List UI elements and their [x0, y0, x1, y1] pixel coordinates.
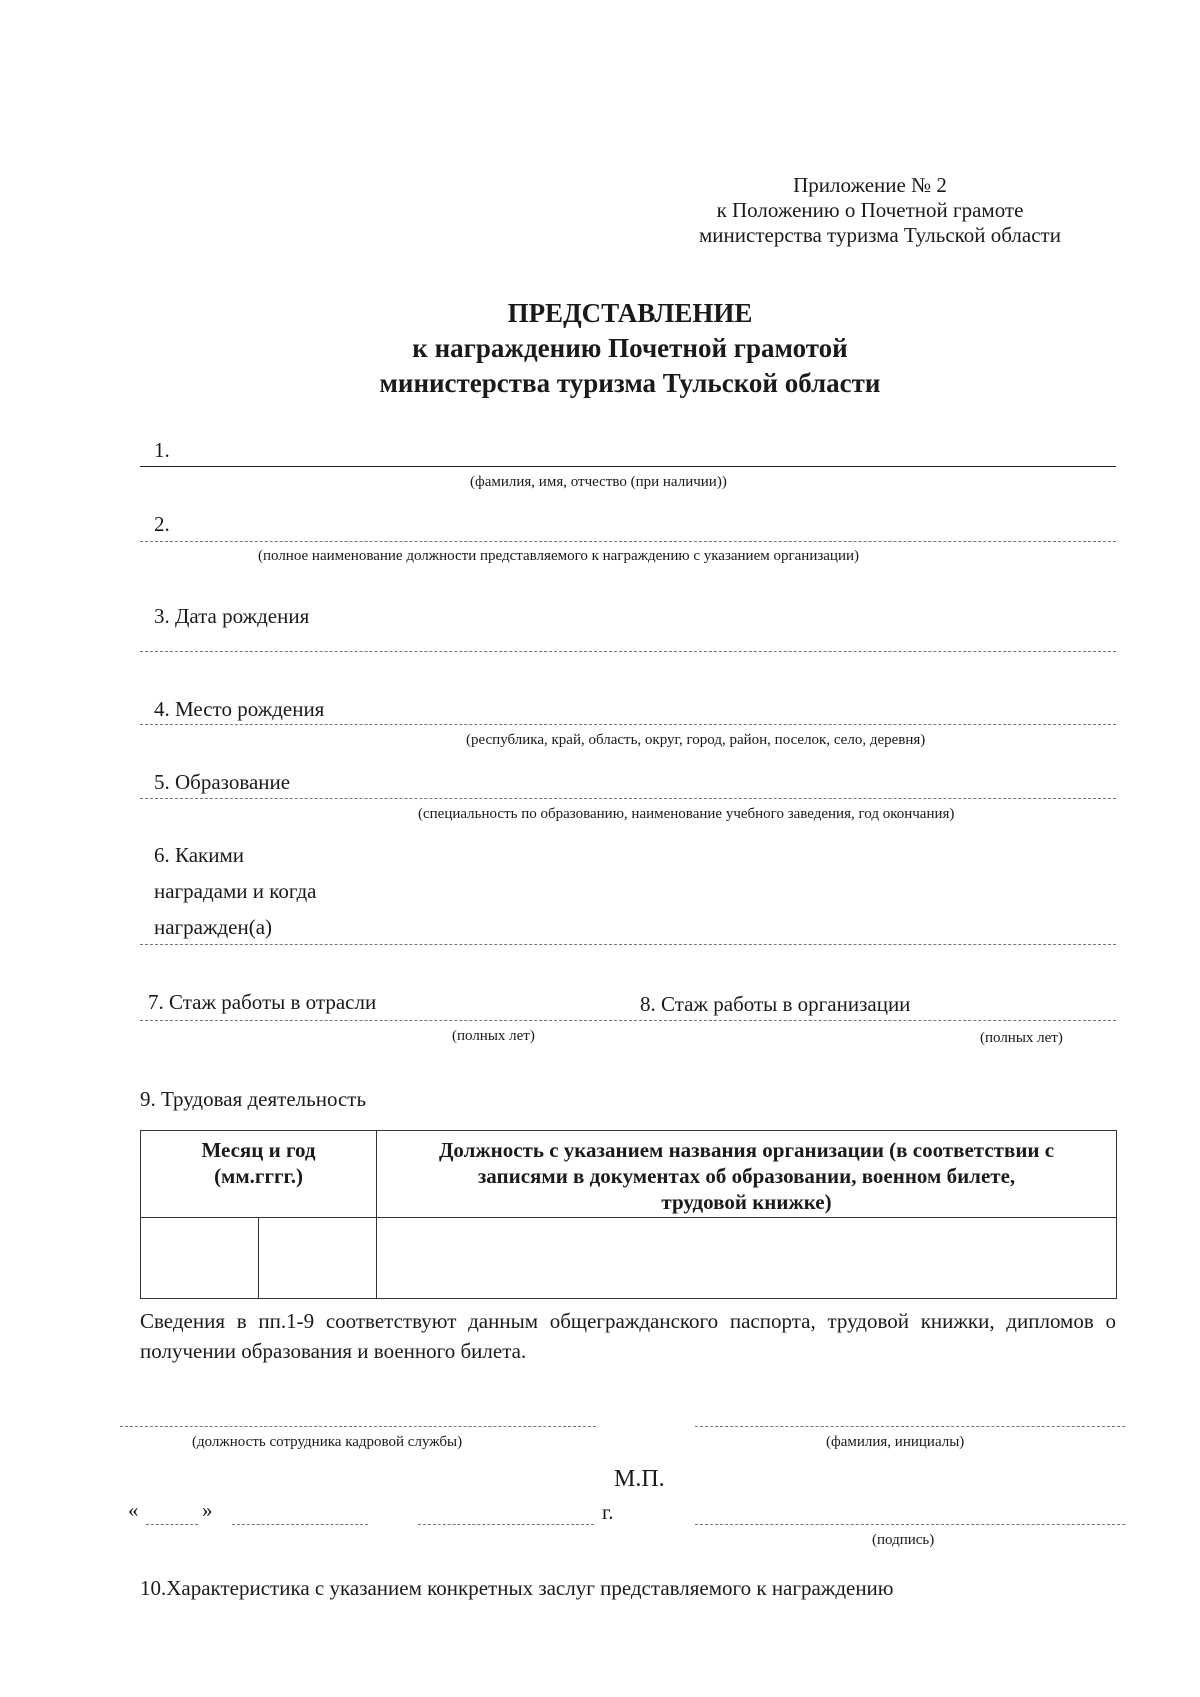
- signature-hint: (подпись): [872, 1532, 935, 1548]
- document-title: ПРЕДСТАВЛЕНИЕ: [507, 298, 753, 328]
- field-7-hint: (полных лет): [452, 1028, 535, 1044]
- table-header-position-line-3: трудовой книжке): [661, 1190, 832, 1214]
- date-year-suffix: г.: [602, 1500, 614, 1524]
- field-6-label-line-2: наградами и когда: [154, 879, 317, 903]
- field-4-label: 4. Место рождения: [154, 697, 325, 721]
- field-6-label-line-3: награжден(а): [154, 915, 273, 939]
- appendix-line-2: к Положению о Почетной грамоте: [716, 198, 1024, 222]
- field-5-hint: (специальность по образованию, наименование учебного заведения, год окончания): [418, 806, 955, 822]
- field-2-line[interactable]: [140, 541, 1116, 542]
- date-quote-open: «: [128, 1498, 139, 1522]
- field-8-label: 8. Стаж работы в организации: [640, 992, 911, 1016]
- field-4-line[interactable]: [140, 724, 1116, 725]
- statement-paragraph: Сведения в пп.1-9 соответствуют данным общегражданского паспорта, трудовой книжки, дипломов о получении образования и военного билета.: [140, 1309, 1116, 1363]
- field-7-label: 7. Стаж работы в отрасли: [148, 990, 377, 1014]
- table-header-date-line-2: (мм.гггг.): [214, 1164, 303, 1188]
- table-header-position-line-1: Должность с указанием названия организации (в соответствии с: [438, 1138, 1055, 1162]
- field-7-8-line[interactable]: [140, 1020, 1116, 1021]
- field-3-label: 3. Дата рождения: [154, 604, 310, 628]
- table-cell-from[interactable]: [141, 1218, 259, 1299]
- table-header-date-line-1: Месяц и год: [201, 1138, 316, 1162]
- name-line[interactable]: [695, 1426, 1125, 1427]
- table-row: [141, 1218, 1117, 1299]
- field-9-label: 9. Трудовая деятельность: [140, 1087, 367, 1111]
- stamp-place: М.П.: [614, 1466, 665, 1492]
- field-1-hint: (фамилия, имя, отчество (при наличии)): [470, 474, 727, 490]
- field-6-line[interactable]: [140, 944, 1116, 945]
- table-header-position-line-2: записями в документах об образовании, военном билете,: [477, 1164, 1016, 1188]
- date-quote-close: »: [202, 1498, 213, 1522]
- field-8-hint: (полных лет): [980, 1030, 1063, 1046]
- table-cell-position[interactable]: [377, 1218, 1117, 1299]
- field-3-line[interactable]: [140, 651, 1116, 652]
- table-cell-to[interactable]: [259, 1218, 377, 1299]
- name-hint: (фамилия, инициалы): [826, 1434, 965, 1450]
- position-line[interactable]: [120, 1426, 596, 1427]
- field-2-label: 2.: [154, 512, 170, 536]
- table-header-position: [377, 1131, 1117, 1218]
- field-6-label-line-1: 6. Какими: [154, 843, 245, 867]
- date-day-line[interactable]: [146, 1524, 198, 1525]
- section-10-label: 10.Характеристика с указанием конкретных заслуг представляемого к награждению: [140, 1576, 894, 1600]
- field-1-line[interactable]: [140, 466, 1116, 467]
- field-5-line[interactable]: [140, 798, 1116, 799]
- field-2-hint: (полное наименование должности представляемого к награждению с указанием организации): [258, 548, 860, 564]
- signature-line[interactable]: [695, 1524, 1125, 1525]
- date-year-line[interactable]: [418, 1524, 594, 1525]
- table-header-date: [141, 1131, 377, 1218]
- position-hint: (должность сотрудника кадровой службы): [192, 1434, 463, 1450]
- date-month-line[interactable]: [232, 1524, 368, 1525]
- field-1-label: 1.: [154, 438, 170, 462]
- appendix-line-3: министерства туризма Тульской области: [699, 223, 1061, 247]
- document-subtitle-1: к награждению Почетной грамотой: [412, 333, 848, 363]
- table-header-row: [141, 1131, 1117, 1218]
- field-4-hint: (республика, край, область, округ, город, район, поселок, село, деревня): [466, 732, 926, 748]
- document-subtitle-2: министерства туризма Тульской области: [379, 368, 881, 398]
- appendix-line-1: Приложение № 2: [793, 173, 947, 197]
- work-history-table: [140, 1130, 1117, 1299]
- field-5-label: 5. Образование: [154, 770, 291, 794]
